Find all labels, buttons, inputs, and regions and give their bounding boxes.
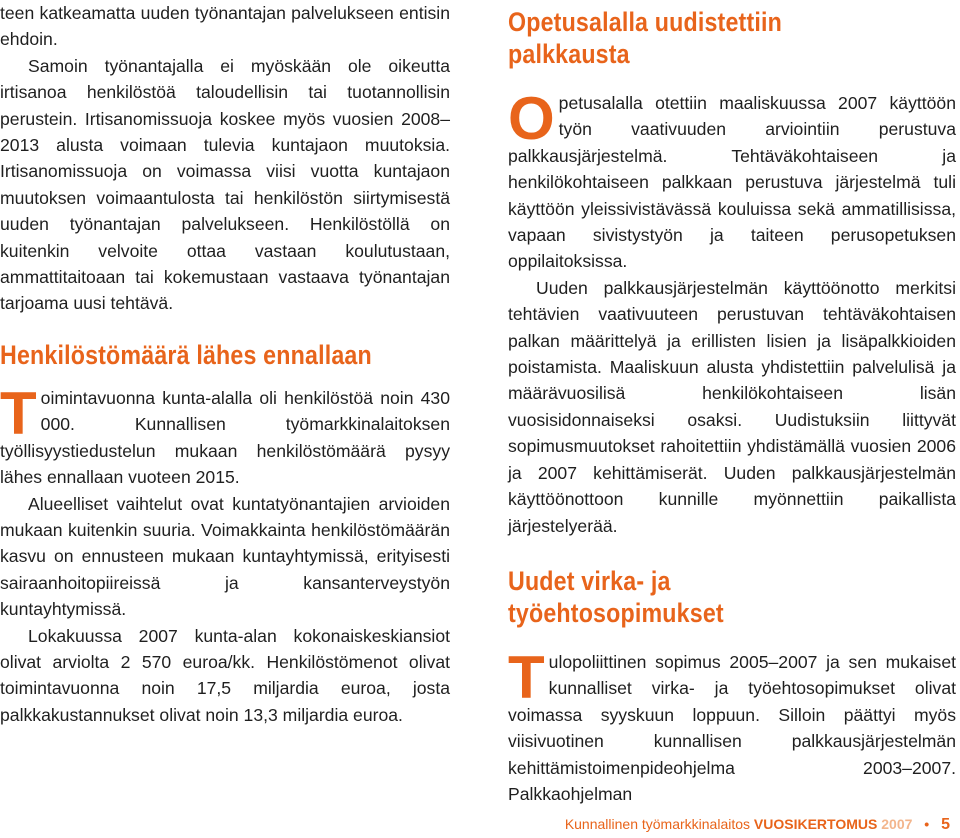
right-column: [508, 0, 956, 807]
paragraph: Toimintavuonna kunta-alalla oli henkilöstöä noin 430 000. Kunnallisen työmarkkinalaitoksen työllisyystiedustelun mukaan henkilöstömäärä pysyy lähes ennallaan vuoteen 2015.: [0, 379, 450, 488]
section-heading: Opetusalalla uudistettiin palkkausta: [508, 7, 782, 69]
footer-year: 2007: [881, 816, 913, 832]
paragraph: teen katkeamatta uuden työnantajan palvelukseen entisin ehdoin.: [0, 3, 450, 50]
paragraph: Uuden palkkausjärjestelmän käyttöönotto merkitsi tehtävien vaativuuteen perustuvan tehtäväkohtaisen palkan määrittelyä ja erillisten lisien ja lisäpalkkioiden poistamista. Maaliskuun alusta yhdistettiin palvelulisä ja määrävuosilisä henkilökohtaiseen lisän vuosisidonnaiseksi osaksi. Uudistuksiin liittyvät sopimusmuutokset rahoitettiin yhdistämällä vuosien 2006 ja 2007 kehittämiserät. Uuden palkkausjärjestelmän käyttöönottoon kunnille myönnettiin paikallista järjestelyerää.: [508, 277, 956, 536]
drop-cap: T: [508, 643, 545, 711]
paragraph: Opetusalalla otettiin maaliskuussa 2007 käyttöön työn vaativuuden arviointiin perustuva palkkausjärjestelmä. Tehtäväkohtaiseen ja henkilökohtaiseen palkkaan perustuva järjestelmä tuli käyttöön yleissivistävässä kouluissa sekä ammatillisissa, vapaan sivistystyön ja taiteen perusopetuksen oppilaitoksissa.: [508, 85, 956, 272]
footer-publisher: Kunnallinen työmarkkinalaitos: [564, 816, 751, 832]
drop-cap: T: [0, 379, 37, 447]
drop-cap: O: [508, 85, 555, 152]
footer-separator: •: [924, 816, 930, 832]
page-footer: [565, 815, 950, 834]
paragraph: Tulopoliittinen sopimus 2005–2007 ja sen mukaiset kunnalliset virka- ja työehtosopimukset olivat voimassa syyskuun loppuun. Silloin päättyi myös viisivuotinen kunnallisen palkkausjärjestelmän kehittämistoimenpideohjelma 2003–2007. Palkkaohjelman: [508, 643, 956, 804]
paragraph: Lokakuussa 2007 kunta-alan kokonaiskeskiansiot olivat arviolta 2 570 euroa/kk. Henkilöstömenot olivat toimintavuonna noin 17,5 miljardia euroa, josta palkkakustannukset olivat noin 13,3 miljardia euroa.: [0, 625, 450, 725]
section-heading: Uudet virka- ja työehtosopimukset: [508, 565, 724, 628]
paragraph: Samoin työnantajalla ei myöskään ole oikeutta irtisanoa henkilöstöä taloudellisin tai tuotannollisin perustein. Irtisanomissuoja koskee myös vuosien 2008–2013 alusta voimaan tulevia kuntajaon muutoksia. Irtisanomissuoja on voimassa viisi vuotta kuntajaon muutoksen voimaantulosta tai henkilöstön siirtymisestä uuden työnantajan palvelukseen. Henkilöstöllä on kuitenkin velvoite ottaa vastaan koulutustaan, ammattitaitoaan tai kokemustaan vastaava työnantajan tarjoama uusi tehtävä.: [0, 55, 450, 314]
footer-title: VUOSIKERTOMUS: [753, 816, 878, 832]
section-heading: Henkilöstömäärä lähes ennallaan: [0, 339, 372, 370]
left-column: [0, 0, 450, 728]
page-number: 5: [941, 816, 950, 833]
paragraph: Alueelliset vaihtelut ovat kuntatyönantajien arvioiden mukaan kuitenkin suuria. Voimakkainta henkilöstömäärän kasvu on ennusteen mukaan kuntayhtymissä, erityisesti sairaanhoitopiireissä ja kansanterveystyön kuntayhtymissä.: [0, 493, 450, 620]
